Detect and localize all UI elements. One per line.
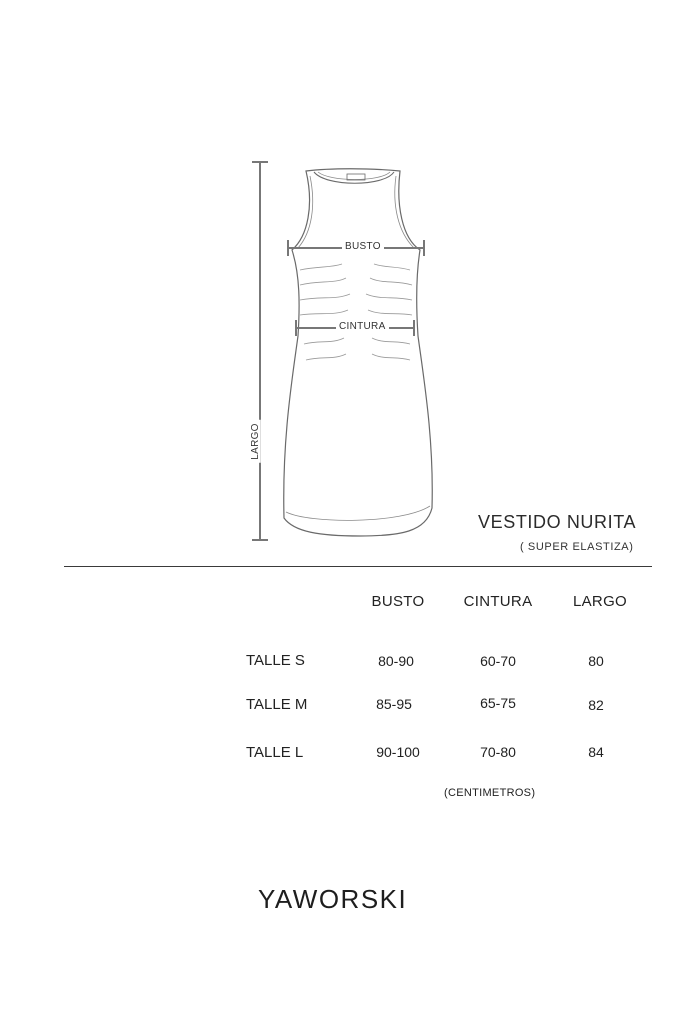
row-label-s: TALLE S: [246, 652, 305, 669]
cell-l-busto: 90-100: [376, 744, 420, 760]
hem-line: [286, 506, 430, 520]
armhole-right: [395, 176, 414, 248]
cell-s-largo: 80: [588, 653, 604, 669]
header-cintura: CINTURA: [463, 593, 533, 610]
cell-m-largo: 82: [588, 697, 604, 713]
busto-diagram-label: BUSTO: [342, 241, 384, 252]
units-note: (CENTIMETROS): [444, 787, 536, 799]
dress-outline: [284, 169, 433, 536]
cell-l-cintura: 70-80: [480, 744, 516, 760]
cell-l-largo: 84: [588, 744, 604, 760]
product-title: VESTIDO NURITA: [478, 512, 637, 532]
row-label-l: TALLE L: [246, 744, 304, 761]
header-busto: BUSTO: [371, 593, 425, 610]
divider: [64, 566, 652, 567]
header-largo: LARGO: [572, 593, 627, 610]
product-subtitle: ( SUPER ELASTIZA): [520, 541, 634, 553]
largo-diagram-label: LARGO: [250, 420, 261, 463]
neckline-inner: [318, 172, 390, 180]
cintura-diagram-label: CINTURA: [336, 321, 389, 332]
row-label-m: TALLE M: [246, 696, 308, 713]
cell-s-busto: 80-90: [378, 653, 414, 669]
ruching-lines: [300, 264, 412, 360]
cell-s-cintura: 60-70: [480, 653, 516, 669]
largo-measure-line: [252, 162, 268, 540]
brand-logo: YAWORSKI: [258, 884, 408, 914]
cell-m-busto: 85-95: [376, 696, 412, 712]
armhole-left: [298, 176, 313, 248]
cell-m-cintura: 65-75: [480, 695, 516, 711]
